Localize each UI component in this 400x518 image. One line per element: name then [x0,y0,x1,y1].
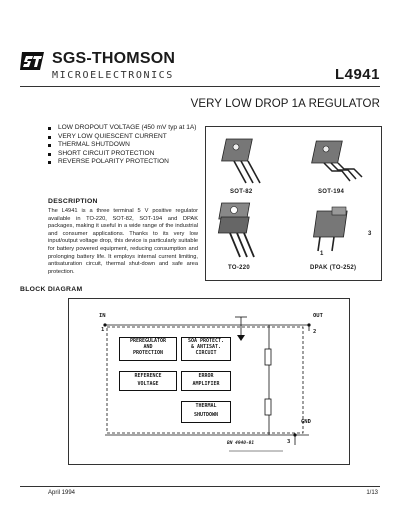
footer-page-number: 1/13 [366,490,378,496]
sot194-label: SOT-194 [318,189,345,195]
block-label: PROTECTION [132,350,164,356]
sot82-package-icon [214,131,274,191]
diagram-reference-code: BN 4940-01 [227,441,255,446]
feature-item: THERMAL SHUTDOWN [48,141,198,150]
to220-label: TO-220 [228,265,251,271]
dpak-pin3-label: 3 [368,231,372,237]
block-label: AMPLIFIER [192,381,220,387]
thermal-shutdown-block [181,401,231,423]
feature-list [48,124,198,167]
error-amplifier-block [181,371,231,391]
pin-out-label: OUT [313,313,323,319]
block-diagram-heading: BLOCK DIAGRAM [20,286,83,293]
reference-voltage-block [119,371,177,391]
block-label: VOLTAGE [137,381,159,387]
footer-date: April 1994 [48,490,76,496]
pin-out-number: 2 [313,329,317,335]
sot194-package-icon [298,133,368,191]
feature-item: SHORT CIRCUIT PROTECTION [48,150,198,159]
document-title: VERY LOW DROP 1A REGULATOR [190,98,380,110]
pin-in-number: 1 [101,327,105,333]
brand-name: SGS-THOMSON [52,50,176,67]
block-label: REFERENCE [134,373,162,379]
sot82-label: SOT-82 [230,189,253,195]
block-label: SOA PROTECT. [187,338,225,344]
feature-item: VERY LOW QUIESCENT CURRENT [48,133,198,142]
block-label: CIRCUIT [195,350,217,356]
block-label: AND [143,344,153,350]
dpak-pin1-label: 1 [320,251,324,257]
pin-gnd-number: 3 [287,439,291,445]
dpak-label: DPAK (TO-252) [310,265,357,271]
block-label: ERROR [198,373,214,379]
st-logo-icon [20,48,46,74]
feature-item: REVERSE POLARITY PROTECTION [48,158,198,167]
part-number: L4941 [334,66,380,83]
block-diagram [68,298,350,465]
description-text: The L4941 is a three terminal 5 V positive regulator available in TO-220, SOT-82, SOT-194 and DPAK packages, making it useful in a wide range of the industrial and consumer applications. Thanks to its very low input/output voltage drop, this device is particularly suitable for battery powered equipment, reducing consumption and prolonging battery life. It employs internal current limiting, antisaturation circuit, thermal shut-down and safe area protection. [48,208,198,275]
pin-in-label: IN [99,313,106,319]
to220-package-icon [212,201,276,261]
package-panel [205,126,382,281]
soa-protection-block [181,337,231,361]
header-rule [20,86,380,87]
description-heading: DESCRIPTION [48,198,98,205]
preregulator-block [119,337,177,361]
block-label: PREREGULATOR [129,338,167,344]
dpak-package-icon [302,205,368,261]
footer-rule [20,486,380,487]
pin-gnd-label: GND [301,419,311,425]
block-label: & ANTISAT. [190,344,222,350]
block-label: SHUTDOWN [193,412,219,418]
block-label: THERMAL [195,403,217,409]
brand-subtitle: MICROELECTRONICS [52,70,174,81]
feature-item: LOW DROPOUT VOLTAGE (450 mV typ at 1A) [48,124,198,133]
